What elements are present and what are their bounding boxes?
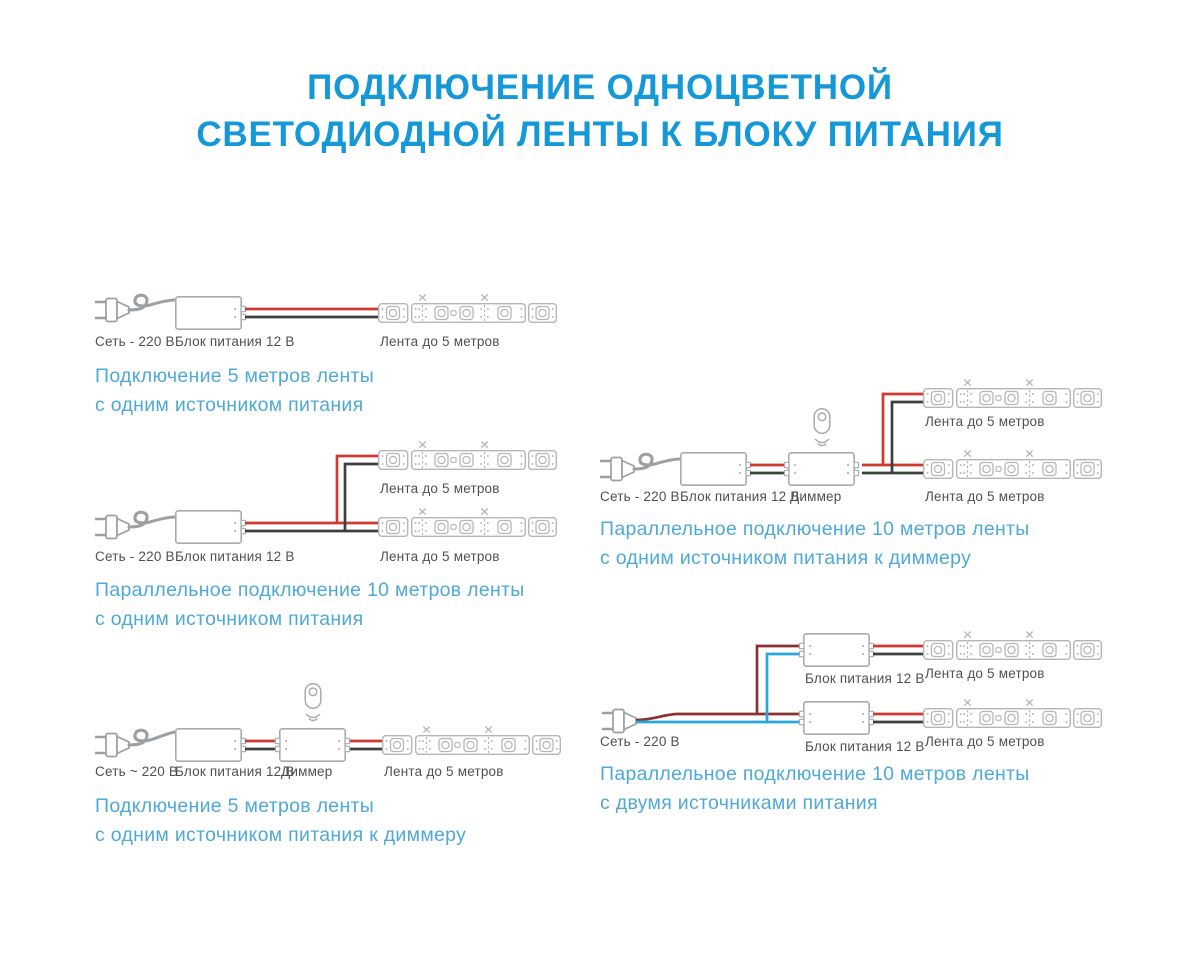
psu-box-icon	[176, 511, 246, 543]
label-psu: Блок питания 12 В	[175, 549, 295, 564]
caption-line1: Подключение 5 метров ленты	[95, 365, 375, 387]
led-strip-icon	[924, 632, 1102, 660]
psu-box-icon	[176, 729, 246, 761]
label-strip-bottom: Лента до 5 метров	[925, 489, 1045, 504]
caption-line2: с одним источником питания к диммеру	[95, 823, 467, 846]
led-strip-icon	[379, 295, 557, 323]
caption-line2: с двумя источниками питания	[600, 791, 878, 814]
page-title-line2: СВЕТОДИОДНОЙ ЛЕНТЫ К БЛОКУ ПИТАНИЯ	[196, 115, 1004, 154]
psu-box-icon	[176, 297, 246, 329]
led-strip-icon	[379, 442, 557, 470]
wire-mains-live	[636, 646, 799, 720]
label-mains: Сеть ~ 220 В	[95, 764, 179, 779]
label-dimmer: Диммер	[790, 489, 842, 504]
diagram-1-caption	[95, 362, 374, 419]
plug-icon	[95, 299, 129, 322]
remote-icon	[814, 409, 830, 446]
label-strip-bottom: Лента до 5 метров	[380, 549, 500, 564]
diagram-2-schematic	[90, 425, 580, 560]
caption-line2: с одним источником питания	[95, 607, 364, 630]
caption-line1: Параллельное подключение 10 метров ленты	[95, 579, 525, 601]
diagram-4-caption	[600, 515, 1030, 572]
wire-black	[245, 464, 378, 531]
label-psu-top: Блок питания 12 В	[805, 671, 925, 686]
diagram-5-caption	[600, 760, 1030, 817]
diagram-3-caption	[95, 792, 466, 849]
plug-icon	[602, 710, 636, 733]
wire-black	[873, 654, 923, 722]
label-strip: Лента до 5 метров	[380, 334, 500, 349]
wire-mains-neutral	[636, 654, 799, 722]
caption-line1: Параллельное подключение 10 метров ленты	[600, 763, 1030, 785]
led-strip-icon	[924, 451, 1102, 479]
label-mains: Сеть - 220 В	[600, 489, 680, 504]
dimmer-box-icon	[275, 729, 349, 761]
label-psu: Блок питания 12 В	[680, 489, 800, 504]
caption-line1: Параллельное подключение 10 метров ленты	[600, 518, 1030, 540]
plug-icon	[600, 458, 634, 481]
label-dimmer: Диммер	[281, 764, 333, 779]
power-cord	[634, 454, 680, 469]
led-strip-icon	[924, 380, 1102, 408]
led-strip-icon	[924, 700, 1102, 728]
wire-red	[245, 456, 378, 523]
psu-box-icon	[681, 453, 751, 485]
label-strip-bottom: Лента до 5 метров	[925, 734, 1045, 749]
caption-line2: с одним источником питания к диммеру	[600, 546, 972, 569]
diagram-2-caption	[95, 576, 525, 633]
page-title-line1: ПОДКЛЮЧЕНИЕ ОДНОЦВЕТНОЙ	[307, 68, 893, 107]
led-strip-icon	[379, 509, 557, 537]
label-mains: Сеть - 220 В	[95, 334, 175, 349]
label-mains: Сеть - 220 В	[600, 734, 680, 749]
label-psu: Блок питания 12 В	[175, 764, 295, 779]
label-strip-top: Лента до 5 метров	[380, 481, 500, 496]
page-title	[0, 64, 1200, 158]
plug-icon	[95, 516, 129, 539]
caption-line1: Подключение 5 метров ленты	[95, 795, 375, 817]
power-cord	[129, 295, 175, 310]
label-psu-bottom: Блок питания 12 В	[805, 739, 925, 754]
plug-icon	[95, 734, 129, 757]
remote-icon	[305, 684, 321, 721]
label-strip-top: Лента до 5 метров	[925, 666, 1045, 681]
power-cord	[129, 512, 175, 527]
label-strip-top: Лента до 5 метров	[925, 414, 1045, 429]
psu-box-icon	[799, 634, 873, 666]
label-mains: Сеть - 220 В	[95, 549, 175, 564]
caption-line2: с одним источником питания	[95, 393, 364, 416]
label-strip: Лента до 5 метров	[384, 764, 504, 779]
diagram-4-schematic	[595, 370, 1125, 505]
psu-box-icon	[799, 702, 873, 734]
label-psu: Блок питания 12 В	[175, 334, 295, 349]
dimmer-box-icon	[784, 453, 858, 485]
led-strip-icon	[383, 727, 561, 755]
power-cord	[129, 730, 175, 745]
